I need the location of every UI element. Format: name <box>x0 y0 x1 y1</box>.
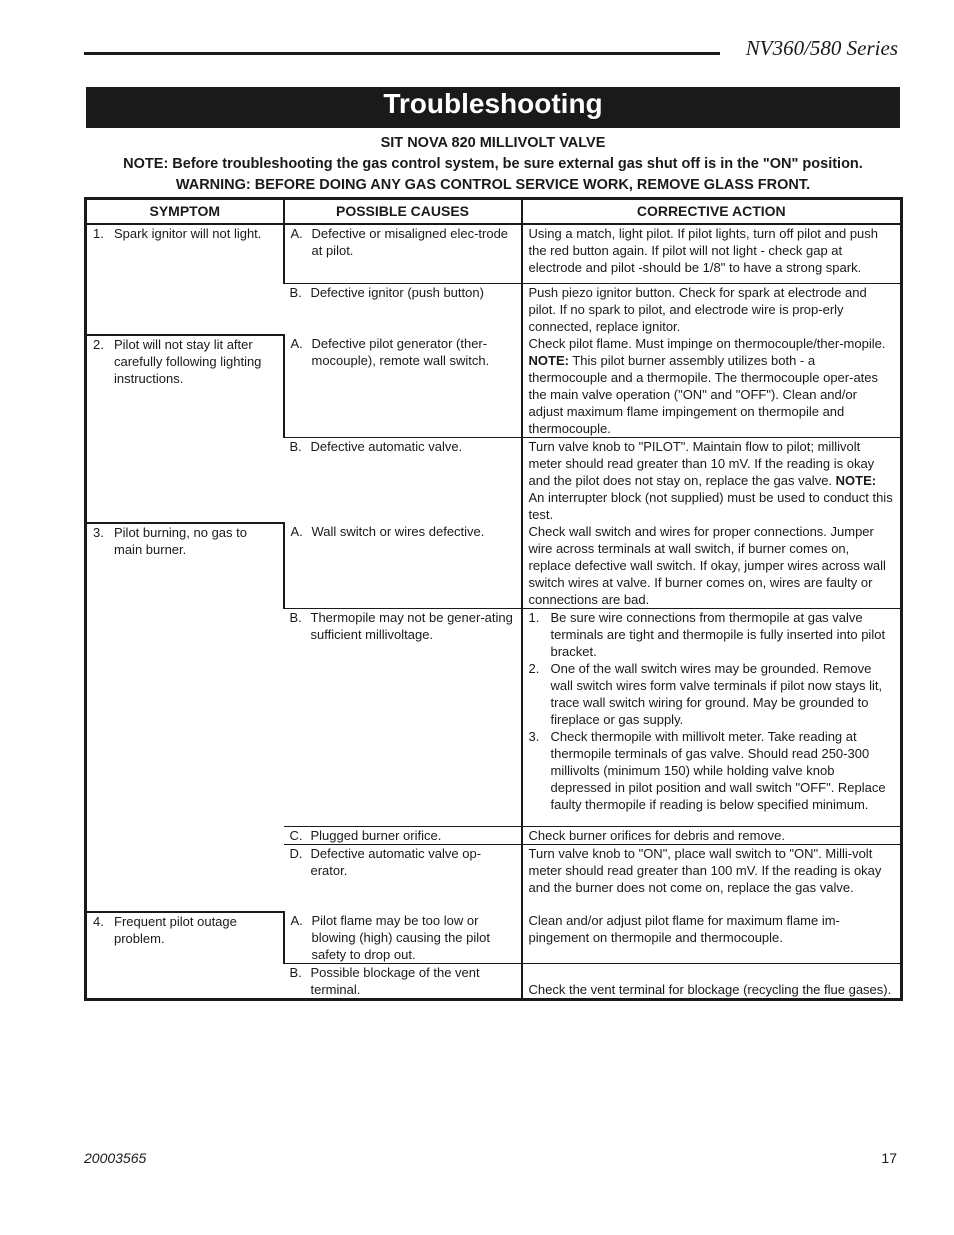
symptom-header: SYMPTOM <box>86 199 284 225</box>
symptom-cell <box>86 335 284 523</box>
table-row <box>86 912 902 964</box>
action-cell: Push piezo ignitor button. Check for spark at electrode and pilot. If no spark to pilot, and electrode wire is prop-erly connected, replace ignitor. <box>522 284 902 336</box>
causes-header: POSSIBLE CAUSES <box>284 199 522 225</box>
action-cell: Clean and/or adjust pilot flame for maximum flame im-pingement on thermopile and thermocouple. <box>522 912 902 964</box>
header-rule <box>84 52 720 55</box>
cause-letter: B. <box>289 285 302 300</box>
action-text: This pilot burner assembly utilizes both - a thermocouple and a thermopile. The thermocouple oper-ates the main valve operation ("ON" and "OFF"). Clean and/or adjust maximum flame impingement on thermopile and thermocouple. <box>528 353 879 436</box>
action-list-item <box>529 660 895 728</box>
table-row <box>86 224 902 284</box>
cause-text: Plugged burner orifice. <box>310 828 442 843</box>
cause-text: Defective automatic valve. <box>310 439 463 454</box>
table-row <box>86 335 902 438</box>
warning-line: WARNING: BEFORE DOING ANY GAS CONTROL SERVICE WORK, REMOVE GLASS FRONT. <box>175 177 811 193</box>
cause-cell <box>284 284 522 336</box>
cause-text: Wall switch or wires defective. <box>311 524 485 539</box>
action-text: Check pilot flame. Must impinge on thermocouple/ther-mopile. <box>528 336 886 351</box>
cause-text: Defective pilot generator (ther-mocouple), remote wall switch. <box>311 336 490 368</box>
cause-cell <box>284 827 522 845</box>
cause-cell <box>284 523 522 609</box>
cause-text: Possible blockage of the vent terminal. <box>310 965 480 997</box>
cause-cell <box>284 609 522 827</box>
cause-letter: C. <box>289 828 303 843</box>
list-number: 3. <box>528 729 540 744</box>
cause-cell <box>284 224 522 284</box>
title-banner <box>86 87 900 128</box>
cause-text: Defective or misaligned elec-trode at pilot. <box>311 226 509 258</box>
list-text: Be sure wire connections from thermopile at gas valve terminals are tight and thermopile is fully inserted into pilot bracket. <box>550 610 886 659</box>
action-text: Turn valve knob to "PILOT". Maintain flow to pilot; millivolt meter should read greater than 10 mV. If the reading is okay and the pilot does not stay on, replace the gas valve. <box>528 439 875 488</box>
cause-cell <box>284 438 522 524</box>
table-row <box>86 523 902 609</box>
action-list-item <box>529 728 895 813</box>
intro-block <box>86 133 900 196</box>
series-title: NV360/580 Series <box>745 36 898 60</box>
cause-letter: A. <box>290 226 303 241</box>
cause-letter: B. <box>289 965 302 980</box>
symptom-text: Pilot will not stay lit after carefully following lighting instructions. <box>114 337 262 386</box>
action-cell: Check burner orifices for debris and remove. <box>522 827 902 845</box>
document-number: 20003565 <box>84 1150 147 1166</box>
cause-text: Thermopile may not be gener-ating sufficient millivoltage. <box>310 610 513 642</box>
page-number: 17 <box>881 1150 897 1166</box>
note-label: NOTE: <box>835 473 877 488</box>
symptom-text: Spark ignitor will not light. <box>114 226 262 241</box>
list-text: One of the wall switch wires may be grounded. Remove wall switch wires form valve terminals if pilot now stays lit, trace wall switch wiring for ground. May be grounded to fireplace or gas supply. <box>550 661 883 727</box>
symptom-number: 1. <box>93 226 104 241</box>
symptom-cell <box>86 523 284 912</box>
cause-cell <box>284 335 522 438</box>
symptom-text: Frequent pilot outage problem. <box>114 914 237 946</box>
cause-cell <box>284 845 522 913</box>
action-header: CORRECTIVE ACTION <box>522 199 902 225</box>
action-cell <box>522 609 902 827</box>
symptom-number: 3. <box>93 525 104 540</box>
cause-text: Pilot flame may be too low or blowing (high) causing the pilot safety to drop out. <box>311 913 490 962</box>
action-list-item <box>529 609 895 660</box>
cause-letter: B. <box>289 610 302 625</box>
symptom-cell <box>86 224 284 335</box>
page-title: Troubleshooting <box>383 88 603 119</box>
cause-cell <box>284 912 522 964</box>
symptom-cell <box>86 912 284 1000</box>
action-cell: Using a match, light pilot. If pilot lights, turn off pilot and push the red button again. If pilot will not light - check gap at electrode and pilot -should be 1/8" to have a strong spark. <box>522 224 902 284</box>
action-cell <box>522 438 902 524</box>
valve-heading: SIT NOVA 820 MILLIVOLT VALVE <box>380 135 606 151</box>
symptom-number: 4. <box>93 914 104 929</box>
cause-text: Defective automatic valve op-erator. <box>310 846 482 878</box>
cause-text: Defective ignitor (push button) <box>310 285 484 300</box>
cause-letter: D. <box>289 846 303 861</box>
symptom-text: Pilot burning, no gas to main burner. <box>114 525 247 557</box>
table-header-row <box>86 199 902 225</box>
note-label: NOTE: <box>528 353 569 368</box>
note-line: NOTE: Before troubleshooting the gas control system, be sure external gas shut off is in the "ON" position. <box>123 156 863 172</box>
cause-letter: A. <box>290 913 303 928</box>
cause-letter: A. <box>290 336 303 351</box>
action-cell: Check wall switch and wires for proper connections. Jumper wire across terminals at wall switch, if burner comes on, replace defective wall switch. If okay, jumper wires across wall switch wires at valve. If burner comes on, wires are faulty or connections are bad. <box>522 523 902 609</box>
cause-letter: B. <box>289 439 302 454</box>
action-cell: Turn valve knob to "ON", place wall switch to "ON". Milli-volt meter should read greater than 100 mV. If the reading is okay and the burner does not come on, replace the gas valve. <box>522 845 902 913</box>
troubleshooting-table <box>84 197 903 1001</box>
action-text: An interrupter block (not supplied) must be used to conduct this test. <box>528 490 893 522</box>
symptom-number: 2. <box>93 337 104 352</box>
list-text: Check thermopile with millivolt meter. Take reading at thermopile terminals of gas valve. Should read 250-300 millivolts (minimum 150) while holding valve knob depressed in pilot position and wall switch "OFF". Replace faulty thermopile if reading is below specified minimum. <box>550 729 886 812</box>
list-number: 2. <box>528 661 540 676</box>
cause-letter: A. <box>290 524 303 539</box>
action-cell: Check the vent terminal for blockage (recycling the flue gases). <box>522 964 902 1000</box>
cause-cell <box>284 964 522 1000</box>
list-number: 1. <box>528 610 540 625</box>
action-cell <box>522 335 902 438</box>
